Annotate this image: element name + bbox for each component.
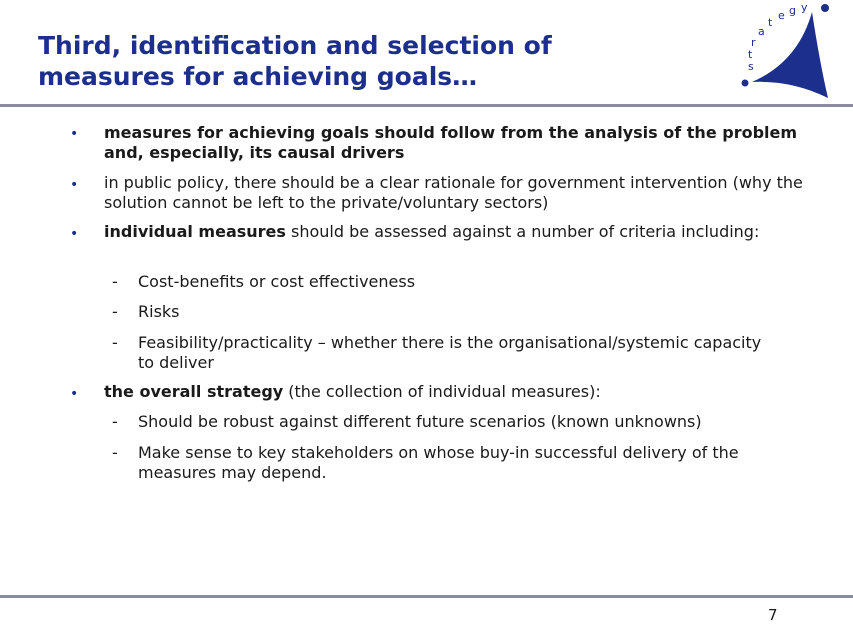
bullet-4-bold: the overall strategy xyxy=(104,382,284,401)
sub-item: Risks xyxy=(138,302,180,321)
top-divider xyxy=(0,104,853,107)
bullet-4-text: (the collection of individual measures): xyxy=(283,382,601,401)
sub-dash: - xyxy=(112,412,118,431)
sub-item: Should be robust against different future scenarios (known unknowns) xyxy=(138,412,702,431)
logo-letter: n xyxy=(796,49,803,62)
logo-letter: y xyxy=(801,1,808,14)
logo-letter: t xyxy=(748,48,753,61)
sub-item: Cost-benefits or cost effectiveness xyxy=(138,272,416,291)
logo-letter: a xyxy=(758,25,765,38)
bullet-2 xyxy=(104,173,824,213)
title-line-2: measures for achieving goals… xyxy=(38,62,478,91)
bullet-3-bold: individual measures xyxy=(104,222,286,241)
page-number: 7 xyxy=(768,606,778,624)
logo-letter: u xyxy=(790,57,797,70)
bullet-1-bold: measures for achieving goals should follow from the analysis of the problem and, especially, its causal drivers xyxy=(104,123,798,162)
title-line-1: Third, identification and selection of xyxy=(38,31,552,60)
bullet-3-text: should be assessed against a number of criteria including: xyxy=(285,222,760,241)
logo-letter: t xyxy=(768,16,773,29)
bullet-2-text: in public policy, there should be a clear rationale for government intervention (why the solution cannot be left to the private/voluntary sectors) xyxy=(104,173,803,212)
bullet-dot: • xyxy=(70,126,79,142)
logo-dot xyxy=(742,80,749,87)
bullet-dot: • xyxy=(70,177,79,193)
logo-letter: s xyxy=(748,60,754,73)
bottom-divider xyxy=(0,595,853,598)
sub-dash: - xyxy=(112,443,118,462)
bullet-4 xyxy=(104,382,824,402)
logo-letter: g xyxy=(789,4,796,17)
sub-dash: - xyxy=(112,333,118,352)
bullet-dot: • xyxy=(70,386,79,402)
sub-dash: - xyxy=(112,272,118,291)
bullet-1 xyxy=(104,123,824,163)
bullet-3 xyxy=(104,222,824,242)
slide-title xyxy=(38,30,678,92)
logo-dot xyxy=(821,4,829,12)
logo-letter: r xyxy=(751,36,756,49)
sub-item: Make sense to key stakeholders on whose buy-in successful delivery of the measures may depend. xyxy=(138,443,739,482)
sub-item: Feasibility/practicality – whether there is the organisational/systemic capacity to deliver xyxy=(138,333,762,372)
bullet-dot: • xyxy=(70,226,79,242)
logo-letter: t xyxy=(804,35,809,48)
logo-letter: e xyxy=(778,9,785,22)
sub-dash: - xyxy=(112,302,118,321)
strategy-unit-logo xyxy=(728,0,853,104)
logo-letter: i xyxy=(801,42,805,55)
